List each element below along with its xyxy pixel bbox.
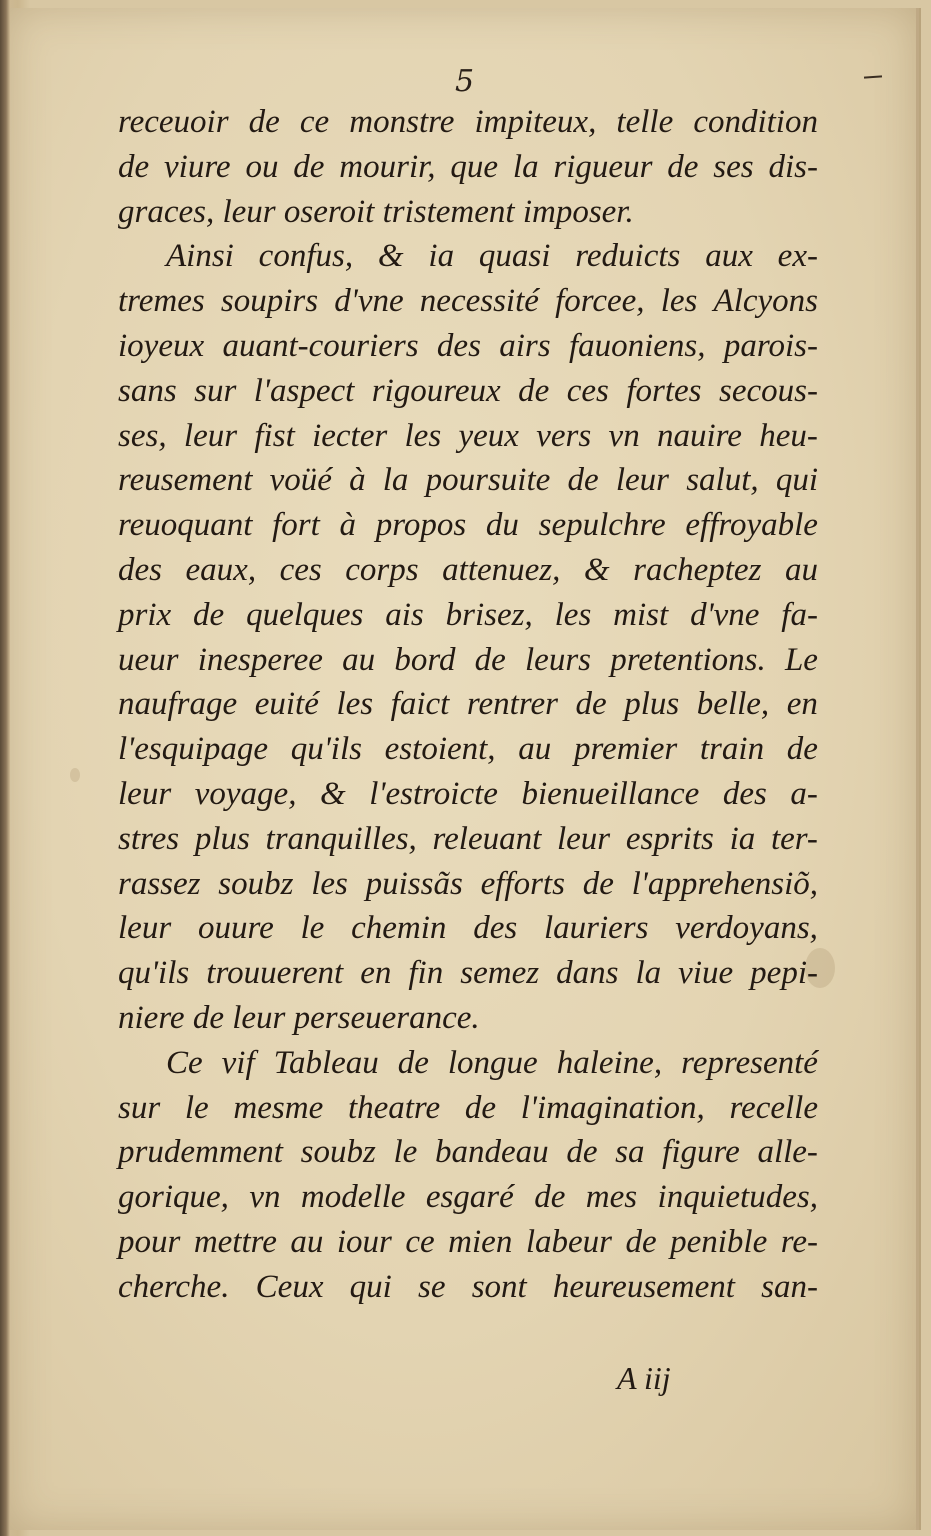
text-line: gorique, vn modelle esgaré de mes inquietudes, <box>118 1179 818 1216</box>
text-line: des eaux, ces corps attenuez, & racheptez au <box>118 551 818 588</box>
text-line: tremes soupirs d'vne necessité forcee, les Alcyons <box>118 283 818 320</box>
text-line: receuoir de ce monstre impiteux, telle condition <box>118 104 818 140</box>
page-number: 5 <box>455 64 475 99</box>
text-line: Ainsi confus, & ia quasi reduicts aux ex- <box>166 238 818 275</box>
text-line: prix de quelques ais brisez, les mist d'vne fa- <box>118 596 818 633</box>
text-line: ioyeux auant-couriers des airs fauoniens, parois- <box>118 327 818 364</box>
paper-stain <box>70 768 80 782</box>
text-line: niere de leur perseuerance. <box>118 999 480 1036</box>
text-line: Ce vif Tableau de longue haleine, representé <box>166 1044 818 1081</box>
text-line: ueur inesperee au bord de leurs pretentions. Le <box>118 641 818 678</box>
text-line: naufrage euité les faict rentrer de plus belle, en <box>118 686 818 723</box>
text-line: reusement voüé à la poursuite de leur salut, qui <box>118 462 818 499</box>
text-line: graces, leur oseroit tristement imposer. <box>118 193 634 230</box>
text-line: cherche. Ceux qui se sont heureusement san- <box>118 1268 818 1305</box>
book-page <box>10 8 919 1530</box>
text-line: leur voyage, & l'estroicte bienueillance des a- <box>118 775 818 812</box>
text-line: sans sur l'aspect rigoureux de ces fortes secous- <box>118 372 818 409</box>
text-line: stres plus tranquilles, releuant leur esprits ia ter- <box>118 820 818 857</box>
text-line: leur ouure le chemin des lauriers verdoyans, <box>118 910 818 947</box>
text-line: ses, leur fist iecter les yeux vers vn nauire heu- <box>118 417 818 454</box>
text-line: sur le mesme theatre de l'imagination, recelle <box>118 1089 818 1126</box>
text-line: qu'ils trouuerent en fin semez dans la viue pepi- <box>118 955 818 992</box>
text-line: rassez soubz les puissãs efforts de l'apprehensiõ, <box>118 865 818 902</box>
text-line: prudemment soubz le bandeau de sa figure alle- <box>118 1134 818 1171</box>
signature-mark: A iij <box>617 1360 671 1396</box>
margin-mark <box>864 75 882 78</box>
text-line: l'esquipage qu'ils estoient, au premier train de <box>118 731 818 768</box>
text-line: reuoquant fort à propos du sepulchre effroyable <box>118 507 818 544</box>
text-line: pour mettre au iour ce mien labeur de penible re- <box>118 1223 818 1260</box>
text-line: de viure ou de mourir, que la rigueur de ses dis- <box>118 148 818 185</box>
body-text <box>118 100 818 1310</box>
